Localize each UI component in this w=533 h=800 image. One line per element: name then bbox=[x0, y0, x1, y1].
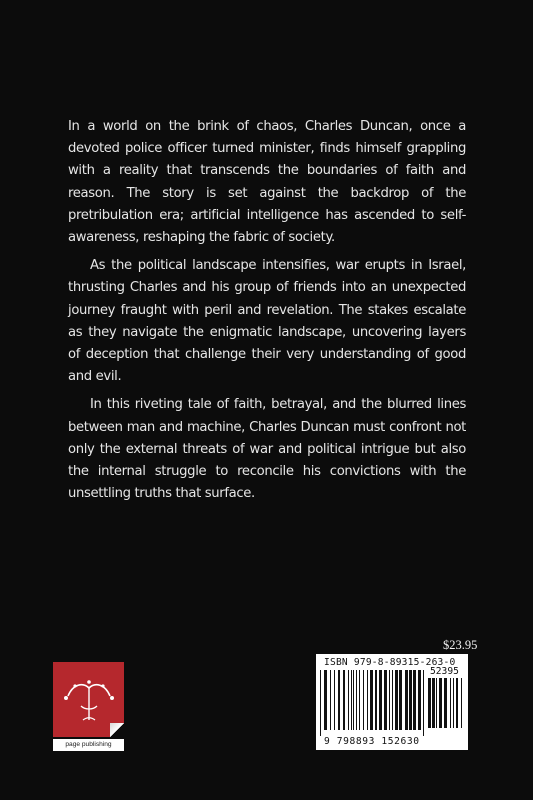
ean-number: 9 798893 152630 bbox=[324, 736, 420, 747]
blurb-paragraph-3: In this riveting tale of faith, betrayal, and the blurred lines between man and machine, Charles Duncan must confront not only the external threats of war and political intrigue but also the internal struggle to reconcile his convictions with the unsettling truths that surface. bbox=[68, 397, 466, 502]
addon-number: 52395 bbox=[430, 666, 459, 677]
blurb-text bbox=[68, 116, 466, 511]
page-publishing-logo-icon bbox=[53, 662, 124, 737]
publisher-label: page publishing bbox=[53, 739, 124, 751]
blurb-paragraph-1: In a world on the brink of chaos, Charles Duncan, once a devoted police officer turned minister, finds himself grappling with a reality that transcends the boundaries of faith and reason. The story is set against the backdrop of the pretribulation era; artificial intelligence has ascended to self-awareness, reshaping the fabric of society. bbox=[68, 119, 466, 246]
isbn-text: ISBN 979-8-89315-263-0 bbox=[324, 657, 456, 668]
price-label: $23.95 bbox=[443, 638, 478, 652]
logo-page-fold bbox=[110, 723, 124, 737]
ean-barcode-bars bbox=[320, 670, 424, 736]
blurb-paragraph-2: As the political landscape intensifies, war erupts in Israel, thrusting Charles and his group of friends into an unexpected journey fraught with peril and revelation. The stakes escalate as they navigate the enigmatic landscape, uncovering layers of deception that challenge their very understanding of good and evil. bbox=[68, 258, 466, 385]
addon-barcode-bars bbox=[428, 678, 464, 734]
barcode-icon bbox=[316, 654, 468, 750]
